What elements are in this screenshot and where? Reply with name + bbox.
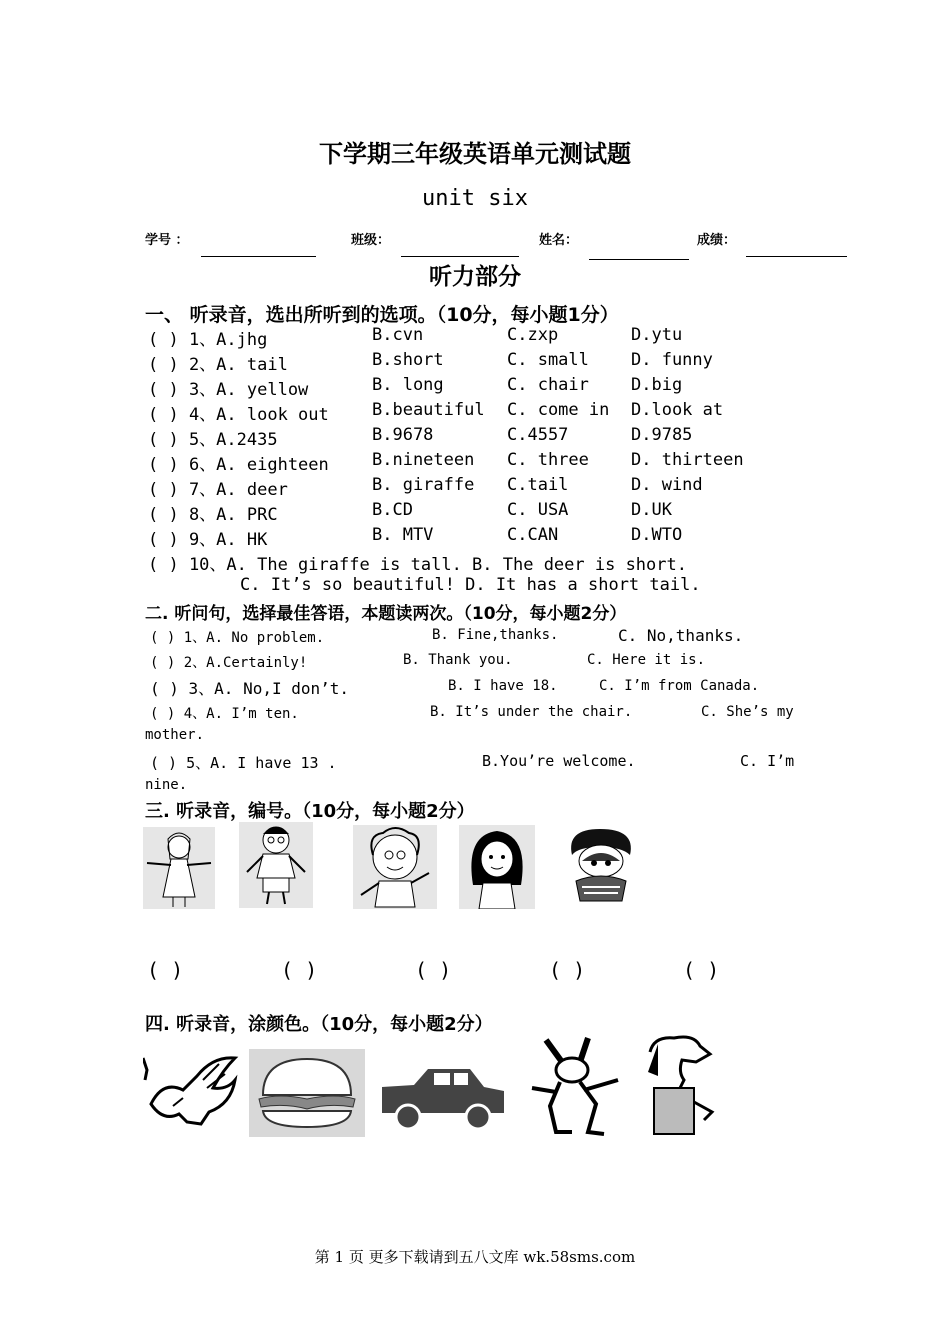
rabbit-picture <box>526 1036 626 1138</box>
p1-q8-c: C. USA <box>507 500 569 520</box>
p3-blank-5[interactable]: ( ) <box>683 958 720 982</box>
p1-q1-b: B.cvn <box>372 325 424 345</box>
p1-q5-b: B.9678 <box>372 425 434 445</box>
p1-q9-b: B. MTV <box>372 525 434 545</box>
p1-q8-d: D.UK <box>631 500 672 520</box>
part4-heading: 四. 听录音，涂颜色。（10分，每小题2分） <box>145 1014 493 1035</box>
p1-q1-d: D.ytu <box>631 325 683 345</box>
p1-q6-c: C. three <box>507 450 589 470</box>
p1-q8-num: ( ) 8、A. PRC <box>148 505 278 525</box>
part2-heading: 二. 听问句，选择最佳答语，本题读两次。（10分，每小题2分） <box>145 604 627 624</box>
p1-q4-num: ( ) 4、A. look out <box>148 405 329 425</box>
p1-q8-b: B.CD <box>372 500 413 520</box>
p1-q7-c: C.tail <box>507 475 569 495</box>
p2-q4-c: C. She’s my <box>701 704 794 720</box>
p1-q1-c: C.zxp <box>507 325 559 345</box>
p1-q6-num: ( ) 6、A. eighteen <box>148 455 329 475</box>
p1-q1-num: ( ) 1、A.jhg <box>148 330 268 350</box>
p1-q9-d: D.WTO <box>631 525 683 545</box>
p3-blank-2[interactable]: ( ) <box>281 958 318 982</box>
part3-heading: 三. 听录音，编号。（10分，每小题2分） <box>145 801 475 822</box>
girl-dress-picture <box>143 827 215 909</box>
score-label: 成绩： <box>697 233 737 248</box>
bird-picture <box>143 1050 239 1130</box>
p2-q3-b: B. I have 18. <box>448 678 558 694</box>
name-label: 姓名： <box>539 233 579 248</box>
p2-q5-b: B.You’re welcome. <box>482 752 636 770</box>
p2-q3-a: ( ) 3、A. No,I don’t. <box>150 679 350 698</box>
p1-q3-b: B. long <box>372 375 444 395</box>
page-title: 下学期三年级英语单元测试题 <box>319 140 631 168</box>
p1-q5-num: ( ) 5、A.2435 <box>148 430 278 450</box>
page-footer: 第 1 页 更多下载请到五八文库 wk.58sms.com <box>314 1248 636 1266</box>
p1-q3-c: C. chair <box>507 375 589 395</box>
score-blank[interactable] <box>746 256 847 257</box>
p1-q5-d: D.9785 <box>631 425 693 445</box>
p1-q2-c: C. small <box>507 350 589 370</box>
dog-picture <box>644 1032 716 1138</box>
p1-q9-c: C.CAN <box>507 525 559 545</box>
student-no-blank[interactable] <box>201 256 316 257</box>
page-subtitle: unit six <box>422 186 528 211</box>
p2-q3-c: C. I’m from Canada. <box>599 678 760 694</box>
part1-heading: 一、 听录音，选出所听到的选项。（10分，每小题1分） <box>145 304 619 326</box>
p1-q9-num: ( ) 9、A. HK <box>148 530 268 550</box>
p3-blank-4[interactable]: ( ) <box>549 958 586 982</box>
hamburger-picture <box>249 1049 365 1137</box>
p2-q1-c: C. No,thanks. <box>618 626 744 645</box>
p2-q2-b: B. Thank you. <box>403 652 513 668</box>
p1-q3-num: ( ) 3、A. yellow <box>148 380 309 400</box>
car-picture <box>378 1063 508 1135</box>
p2-q4-a: ( ) 4、A. I’m ten. <box>150 706 299 722</box>
p1-q2-b: B.short <box>372 350 444 370</box>
p1-q6-b: B.nineteen <box>372 450 475 470</box>
class-blank[interactable] <box>401 256 519 257</box>
p1-q7-d: D. wind <box>631 475 703 495</box>
p2-q2-c: C. Here it is. <box>587 652 706 668</box>
p1-q5-c: C.4557 <box>507 425 569 445</box>
q10-line2: C. It’s so beautiful! D. It has a short tail. <box>240 575 701 595</box>
p1-q6-d: D. thirteen <box>631 450 744 470</box>
p1-q7-b: B. giraffe <box>372 475 475 495</box>
p2-q1-a: ( ) 1、A. No problem. <box>150 630 325 646</box>
p1-q2-num: ( ) 2、A. tail <box>148 355 288 375</box>
p1-q3-d: D.big <box>631 375 683 395</box>
class-label: 班级： <box>351 233 391 248</box>
p1-q4-b: B.beautiful <box>372 400 485 420</box>
curly-girl-picture <box>353 825 437 909</box>
p1-q7-num: ( ) 7、A. deer <box>148 480 288 500</box>
p2-q5-cont: nine. <box>145 777 188 793</box>
p2-q5-c: C. I’m <box>740 752 795 770</box>
p2-q4-b: B. It’s under the chair. <box>430 704 633 720</box>
long-hair-girl-picture <box>459 825 535 909</box>
p3-blank-1[interactable]: ( ) <box>147 958 184 982</box>
p1-q4-c: C. come in <box>507 400 610 420</box>
listening-section-title: 听力部分 <box>429 264 521 290</box>
p2-q5-a: ( ) 5、A. I have 13 . <box>150 754 337 772</box>
q10-line1: ( ) 10、A. The giraffe is tall. B. The deer is short. <box>148 555 687 575</box>
p2-q4-cont: mother. <box>145 727 205 743</box>
p1-q2-d: D. funny <box>631 350 713 370</box>
dark-hair-boy-picture <box>562 825 640 907</box>
p2-q1-b: B. Fine,thanks. <box>432 627 559 643</box>
p1-q4-d: D.look at <box>631 400 724 420</box>
p2-q2-a: ( ) 2、A.Certainly! <box>150 655 308 671</box>
boy-picture <box>239 822 313 908</box>
p3-blank-3[interactable]: ( ) <box>415 958 452 982</box>
student-no-label: 学号 ： <box>145 233 189 248</box>
